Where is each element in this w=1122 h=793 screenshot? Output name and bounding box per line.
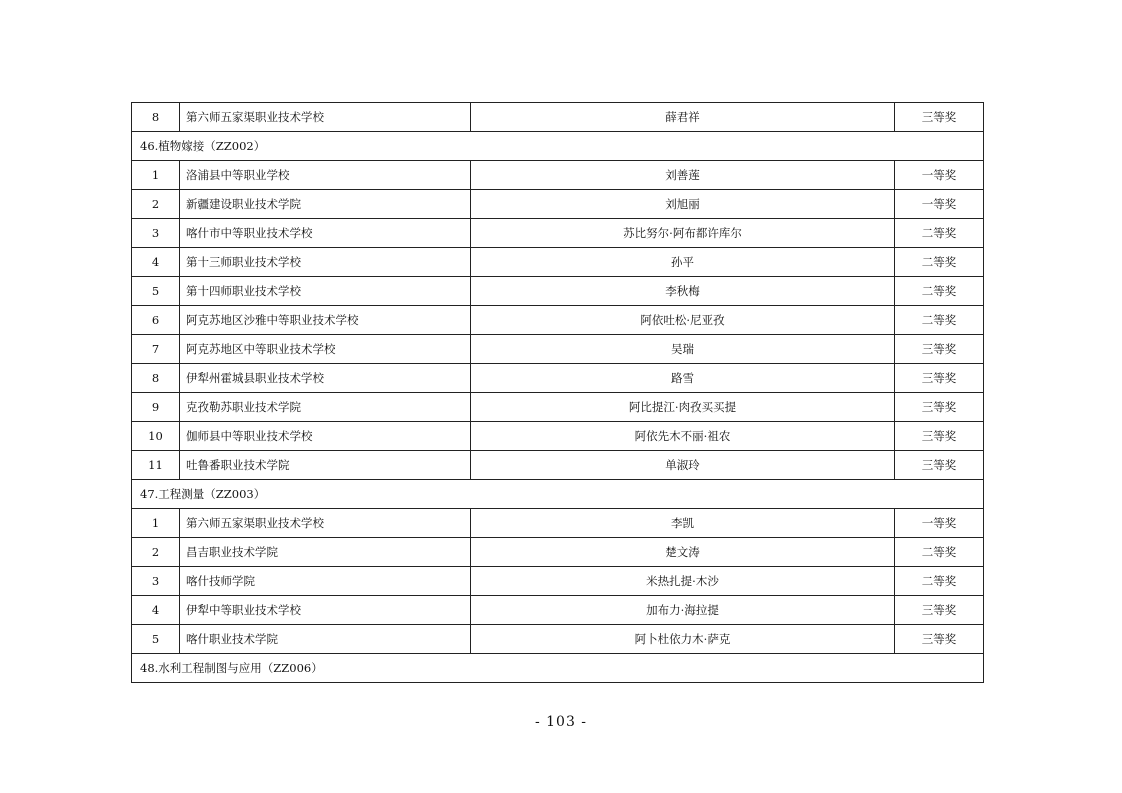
winner-name: 阿卜杜依力木·萨克 <box>471 625 895 654</box>
winner-name: 加布力·海拉提 <box>471 596 895 625</box>
school-name: 第六师五家渠职业技术学校 <box>180 103 471 132</box>
school-name: 伊犁中等职业技术学校 <box>180 596 471 625</box>
award-table-body <box>132 103 984 683</box>
table-row <box>132 161 984 190</box>
row-number: 8 <box>132 364 180 393</box>
winner-name: 楚文涛 <box>471 538 895 567</box>
table-row <box>132 335 984 364</box>
school-name: 吐鲁番职业技术学院 <box>180 451 471 480</box>
table-row <box>132 248 984 277</box>
award-level: 三等奖 <box>895 335 984 364</box>
school-name: 伊犁州霍城县职业技术学校 <box>180 364 471 393</box>
school-name: 第十四师职业技术学校 <box>180 277 471 306</box>
row-number: 3 <box>132 219 180 248</box>
award-level: 二等奖 <box>895 567 984 596</box>
award-level: 二等奖 <box>895 277 984 306</box>
school-name: 阿克苏地区中等职业技术学校 <box>180 335 471 364</box>
row-number: 5 <box>132 277 180 306</box>
award-level: 三等奖 <box>895 422 984 451</box>
section-title: 48.水利工程制图与应用（ZZ006） <box>132 654 984 683</box>
row-number: 10 <box>132 422 180 451</box>
table-row <box>132 509 984 538</box>
award-level: 三等奖 <box>895 393 984 422</box>
school-name: 喀什市中等职业技术学校 <box>180 219 471 248</box>
winner-name: 孙平 <box>471 248 895 277</box>
school-name: 昌吉职业技术学院 <box>180 538 471 567</box>
winner-name: 阿依吐松·尼亚孜 <box>471 306 895 335</box>
section-title: 46.植物嫁接（ZZ002） <box>132 132 984 161</box>
winner-name: 阿依先木不丽·祖农 <box>471 422 895 451</box>
award-level: 二等奖 <box>895 538 984 567</box>
award-level: 三等奖 <box>895 364 984 393</box>
winner-name: 吴瑞 <box>471 335 895 364</box>
row-number: 1 <box>132 161 180 190</box>
table-row <box>132 393 984 422</box>
row-number: 6 <box>132 306 180 335</box>
winner-name: 苏比努尔·阿布都许库尔 <box>471 219 895 248</box>
section-header-row <box>132 132 984 161</box>
winner-name: 阿比提江·肉孜买买提 <box>471 393 895 422</box>
row-number: 11 <box>132 451 180 480</box>
award-level: 二等奖 <box>895 306 984 335</box>
table-row <box>132 306 984 335</box>
page-number: - 103 - <box>534 714 588 730</box>
table-row <box>132 451 984 480</box>
winner-name: 李秋梅 <box>471 277 895 306</box>
row-number: 1 <box>132 509 180 538</box>
row-number: 7 <box>132 335 180 364</box>
winner-name: 米热扎提·木沙 <box>471 567 895 596</box>
section-header-row <box>132 654 984 683</box>
award-level: 二等奖 <box>895 219 984 248</box>
school-name: 第六师五家渠职业技术学校 <box>180 509 471 538</box>
winner-name: 李凯 <box>471 509 895 538</box>
section-title: 47.工程测量（ZZ003） <box>132 480 984 509</box>
section-header-row <box>132 480 984 509</box>
award-level: 三等奖 <box>895 451 984 480</box>
row-number: 2 <box>132 538 180 567</box>
table-row <box>132 625 984 654</box>
table-row <box>132 364 984 393</box>
winner-name: 薛君祥 <box>471 103 895 132</box>
award-level: 一等奖 <box>895 161 984 190</box>
school-name: 阿克苏地区沙雅中等职业技术学校 <box>180 306 471 335</box>
winner-name: 刘旭丽 <box>471 190 895 219</box>
table-row <box>132 190 984 219</box>
school-name: 喀什职业技术学院 <box>180 625 471 654</box>
winner-name: 刘善莲 <box>471 161 895 190</box>
award-level: 二等奖 <box>895 248 984 277</box>
award-level: 三等奖 <box>895 103 984 132</box>
school-name: 第十三师职业技术学校 <box>180 248 471 277</box>
row-number: 4 <box>132 248 180 277</box>
award-level: 三等奖 <box>895 596 984 625</box>
table-row <box>132 277 984 306</box>
award-level: 三等奖 <box>895 625 984 654</box>
award-level: 一等奖 <box>895 509 984 538</box>
table-row <box>132 538 984 567</box>
row-number: 9 <box>132 393 180 422</box>
table-row <box>132 596 984 625</box>
row-number: 8 <box>132 103 180 132</box>
row-number: 5 <box>132 625 180 654</box>
school-name: 克孜勒苏职业技术学院 <box>180 393 471 422</box>
winner-name: 单淑玲 <box>471 451 895 480</box>
table-row <box>132 219 984 248</box>
school-name: 喀什技师学院 <box>180 567 471 596</box>
table-row <box>132 567 984 596</box>
row-number: 3 <box>132 567 180 596</box>
school-name: 洛浦县中等职业学校 <box>180 161 471 190</box>
winner-name: 路雪 <box>471 364 895 393</box>
table-row <box>132 422 984 451</box>
school-name: 新疆建设职业技术学院 <box>180 190 471 219</box>
award-table <box>131 102 984 683</box>
award-level: 一等奖 <box>895 190 984 219</box>
row-number: 2 <box>132 190 180 219</box>
table-row <box>132 103 984 132</box>
row-number: 4 <box>132 596 180 625</box>
school-name: 伽师县中等职业技术学校 <box>180 422 471 451</box>
